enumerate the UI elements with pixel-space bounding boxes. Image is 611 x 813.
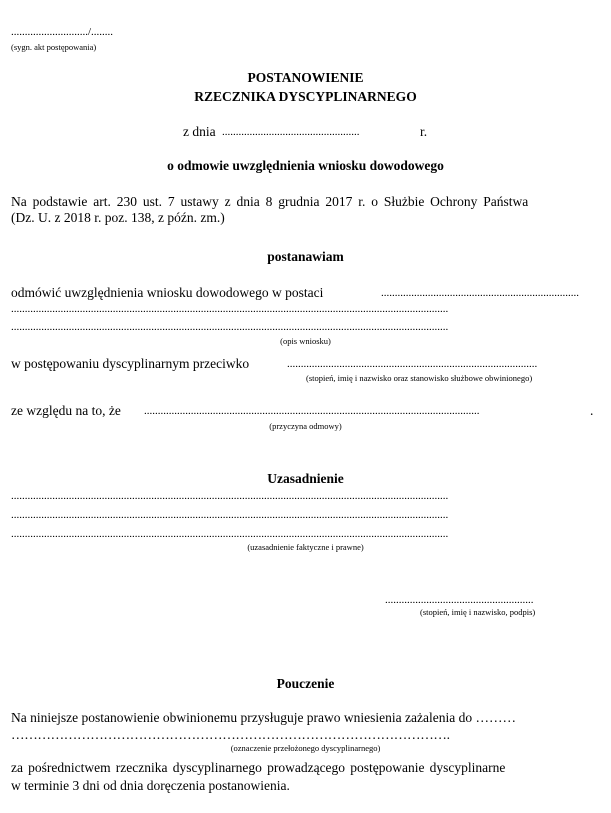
date-suffix: r. bbox=[420, 124, 428, 139]
refusal-field-1[interactable]: ........................................................................ bbox=[381, 287, 579, 299]
refusal-label: odmówić uwzględnienia wniosku dowodowego w postaci bbox=[11, 285, 324, 300]
appeal-authority-caption: (oznaczenie przełożonego dyscyplinarnego) bbox=[230, 743, 381, 753]
accused-label: w postępowaniu dyscyplinarnym przeciwko bbox=[11, 356, 250, 371]
legal-basis-line1: Na podstawie art. 230 ust. 7 ustawy z dnia 8 grudnia 2017 r. o Służbie Ochrony Państwa bbox=[11, 194, 529, 209]
case-number-caption: (sygn. akt postępowania) bbox=[11, 42, 97, 52]
justification-field-1[interactable]: ............................................................................................................................................................... bbox=[11, 490, 449, 502]
reason-field[interactable]: .......................................................................................................................... bbox=[144, 405, 480, 417]
justification-field-2[interactable]: ............................................................................................................................................................... bbox=[11, 509, 449, 521]
refusal-field-3[interactable]: ............................................................................................................................................................... bbox=[11, 321, 449, 333]
reason-caption: (przyczyna odmowy) bbox=[269, 421, 342, 431]
refusal-field-2[interactable]: ............................................................................................................................................................... bbox=[11, 303, 449, 315]
refusal-caption: (opis wniosku) bbox=[280, 336, 331, 346]
instruction-line3: za pośrednictwem rzecznika dyscyplinarnego prowadzącego postępowanie dyscyplinarne bbox=[11, 760, 506, 775]
document-title: POSTANOWIENIE bbox=[247, 70, 364, 85]
reason-end: . bbox=[590, 403, 594, 418]
case-number-field[interactable]: ............................/........ bbox=[11, 26, 114, 38]
legal-basis-line2: (Dz. U. z 2018 r. poz. 138, z późn. zm.) bbox=[11, 210, 225, 225]
justification-heading: Uzasadnienie bbox=[267, 471, 344, 486]
document-subtitle: RZECZNIKA DYSCYPLINARNEGO bbox=[194, 89, 417, 104]
accused-field[interactable]: ........................................................................................... bbox=[287, 358, 538, 370]
date-field[interactable]: .................................................. bbox=[222, 126, 360, 138]
justification-caption: (uzasadnienie faktyczne i prawne) bbox=[247, 542, 364, 552]
document-subject: o odmowie uwzględnienia wniosku dowodowego bbox=[167, 158, 444, 173]
justification-field-3[interactable]: ............................................................................................................................................................... bbox=[11, 528, 449, 540]
accused-caption: (stopień, imię i nazwisko oraz stanowisko służbowe obwinionego) bbox=[306, 373, 533, 383]
appeal-authority-field[interactable]: ………………………………………………………………………………………. bbox=[11, 727, 450, 742]
signature-field[interactable]: ...................................................... bbox=[385, 594, 534, 606]
date-prefix: z dnia bbox=[183, 124, 216, 139]
instruction-line4: w terminie 3 dni od dnia doręczenia postanowienia. bbox=[11, 778, 290, 793]
reason-label: ze względu na to, że bbox=[11, 403, 121, 418]
instruction-heading: Pouczenie bbox=[276, 676, 335, 691]
signature-caption: (stopień, imię i nazwisko, podpis) bbox=[420, 607, 536, 617]
instruction-line1: Na niniejsze postanowienie obwinionemu przysługuje prawo wniesienia zażalenia do ……… bbox=[11, 710, 516, 725]
decision-heading: postanawiam bbox=[267, 249, 344, 264]
